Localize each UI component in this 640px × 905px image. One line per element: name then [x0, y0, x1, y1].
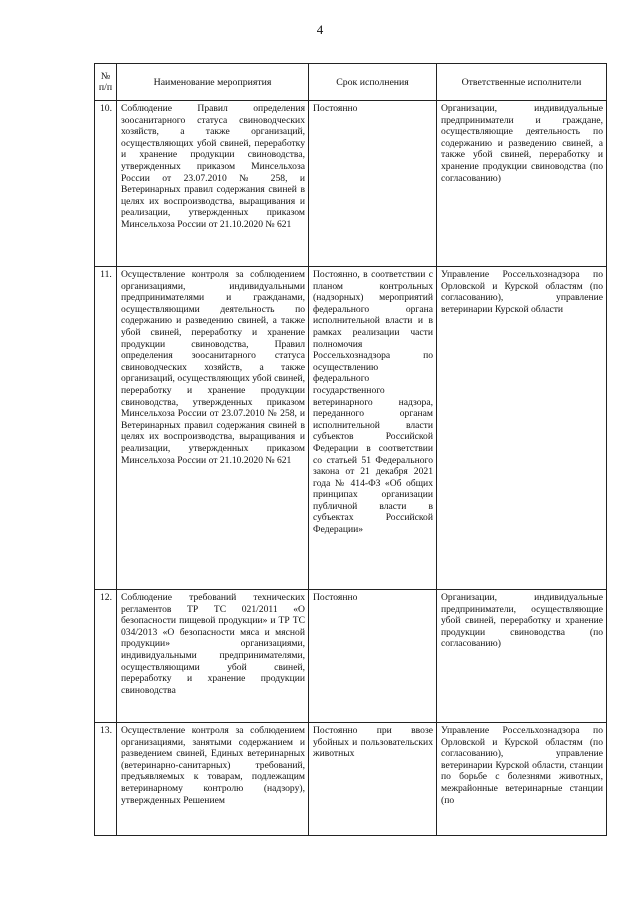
- measure-term: Постоянно: [309, 590, 437, 723]
- measure-term: Постоянно: [309, 101, 437, 267]
- measure-responsible: Организации, индивидуальные предприниматели, осуществляющие убой свиней, переработку и хранение продукции свиноводства (по согласованию): [437, 590, 607, 723]
- header-num: № п/п: [95, 64, 117, 101]
- table-row: [95, 101, 607, 267]
- page-number: 4: [316, 22, 324, 37]
- measure-responsible: Организации, индивидуальные предприниматели и граждане, осуществляющие деятельность по содержанию и разведению свиней, а также убой свиней, переработку и хранение продукции свиноводства (по согласованию): [437, 101, 607, 267]
- row-number: 12.: [95, 590, 117, 723]
- table-row: [95, 267, 607, 590]
- measure-name: Соблюдение Правил определения зоосанитарного статуса свиноводческих хозяйств, а также организаций, осуществляющих убой свиней, переработку и хранение продукции свиноводства, утвержденных приказом Минсельхоза России от 23.07.2010 № 258, и Ветеринарных правил содержания свиней в целях их воспроизводства, выращивания и реализации, утвержденных приказом Минсельхоза России от 21.10.2020 № 621: [117, 101, 309, 267]
- measure-name: Осуществление контроля за соблюдением организациями, занятыми содержанием и разведением свиней, Единых ветеринарных (ветеринарно-санитарных) требований, предъявляемых к товарам, подлежащим ветеринарному контролю (надзору), утвержденных Решением: [117, 723, 309, 836]
- measure-responsible: Управление Россельхознадзора по Орловской и Курской областям (по согласованию), управление ветеринарии Курской области: [437, 267, 607, 590]
- table-header-row: [95, 64, 607, 101]
- row-number: 10.: [95, 101, 117, 267]
- measure-name: Осуществление контроля за соблюдением организациями, индивидуальными предпринимателями и гражданами, осуществляющими деятельность по содержанию и разведению свиней, а также убой свиней, переработку и хранение продукции свиноводства, Правил определения зоосанитарного статуса свиноводческих хозяйств, а также организаций, осуществляющих убой свиней, переработку и хранение продукции свиноводства, утвержденных приказом Минсельхоза России от 23.07.2010 № 258, и Ветеринарных правил содержания свиней в целях их воспроизводства, выращивания и реализации, утвержденных приказом Минсельхоза России от 21.10.2020 № 621: [117, 267, 309, 590]
- measure-name: Соблюдение требований технических регламентов ТР ТС 021/2011 «О безопасности пищевой продукции» и ТР ТС 034/2013 «О безопасности мяса и мясной продукции» организациями, индивидуальными предпринимателями, осуществляющими убой свиней, переработку и хранение продукции свиноводства: [117, 590, 309, 723]
- header-name: Наименование мероприятия: [117, 64, 309, 101]
- table-row: [95, 590, 607, 723]
- measure-term: Постоянно, в соответствии с планом контрольных (надзорных) мероприятий федерального органа исполнительной власти и в рамках реализации части полномочия Россельхознадзора по осуществлению федерального государственного ветеринарного надзора, переданного органам исполнительной власти субъектов Российской Федерации в соответствии со статьей 51 Федерального закона от 21 декабря 2021 года № 414-ФЗ «Об общих принципах организации публичной власти в субъектах Российской Федерации»: [309, 267, 437, 590]
- measure-term: Постоянно при ввозе убойных и пользовательских животных: [309, 723, 437, 836]
- header-term: Срок исполнения: [309, 64, 437, 101]
- header-responsible: Ответственные исполнители: [437, 64, 607, 101]
- measure-responsible: Управление Россельхознадзора по Орловской и Курской областям (по согласованию), управление ветеринарии Курской области, станции по борьбе с болезнями животных, межрайонные ветеринарные станции (по: [437, 723, 607, 836]
- measures-table: [94, 63, 607, 836]
- table-row: [95, 723, 607, 836]
- row-number: 11.: [95, 267, 117, 590]
- row-number: 13.: [95, 723, 117, 836]
